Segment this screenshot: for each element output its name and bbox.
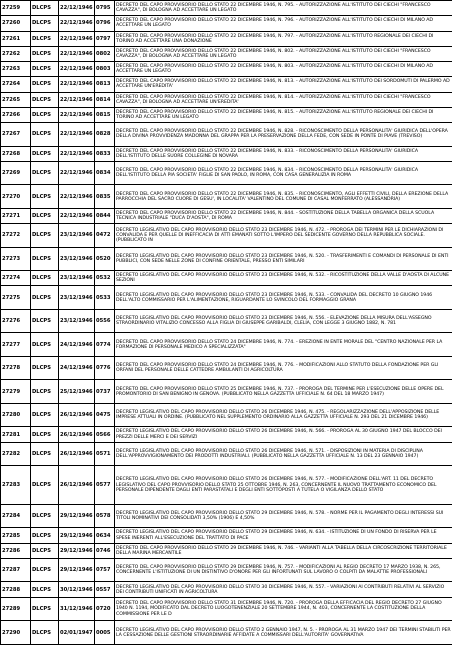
act-number-cell: 0634 <box>95 528 115 543</box>
table-row <box>1 271 452 286</box>
act-date-cell: 29/12/1946 <box>59 504 95 528</box>
act-type-cell: DLCPS <box>31 107 59 122</box>
act-number-cell: 0532 <box>95 271 115 286</box>
record-number-cell: 27267 <box>1 123 31 147</box>
act-date-cell: 22/12/1946 <box>59 31 95 46</box>
act-date-cell: 22/12/1946 <box>59 1 95 16</box>
table-row <box>1 466 452 505</box>
act-title-cell: DECRETO LEGISLATIVO DEL CAPO PROVVISORIO DELLO STATO 23 DICEMBRE 1946, N. 532. - RICOSTITUZIONE DELLA VALLE D'AOSTA DI ALCUNE SEZIONI <box>115 271 452 286</box>
table-row <box>1 427 452 442</box>
record-number-cell: 27275 <box>1 286 31 310</box>
act-date-cell: 02/01/1947 <box>59 621 95 645</box>
act-number-cell: 0005 <box>95 621 115 645</box>
act-number-cell: 0834 <box>95 161 115 185</box>
act-type-cell: DLCPS <box>31 208 59 223</box>
table-row <box>1 380 452 404</box>
act-title-cell: DECRETO LEGISLATIVO DEL CAPO PROVVISORIO DELLO STATO 23 DICEMBRE 1946, N. 472. - PROROGA DEI TERMINI PER LE DICHIARAZIONI DI CONVALIDA E PER QUELLE DI INEFFICACIA DI ATTI EMANATI SOTTO L'IMPERO DEL SEDICENTE GOVERNO DELLA REPUBBLICA SOCIALE. (PUBBLICATO IN <box>115 224 452 248</box>
act-number-cell: 0566 <box>95 427 115 442</box>
act-type-cell: DLCPS <box>31 286 59 310</box>
act-date-cell: 22/12/1946 <box>59 77 95 92</box>
table-row <box>1 146 452 161</box>
act-number-cell: 0795 <box>95 1 115 16</box>
table-row <box>1 558 452 582</box>
act-date-cell: 31/12/1946 <box>59 597 95 621</box>
record-number-cell: 27290 <box>1 621 31 645</box>
record-number-cell: 27270 <box>1 185 31 209</box>
table-row <box>1 46 452 61</box>
act-number-cell: 0533 <box>95 286 115 310</box>
act-type-cell: DLCPS <box>31 271 59 286</box>
act-title-cell: DECRETO DEL CAPO PROVVISORIO DELLO STATO 24 DICEMBRE 1946, N. 776. - MODIFICAZIONI ALLO STATUTO DELLA FONDAZIONE PER GLI ORFANI DEL PERSONALE DELLE CATTEDRE AMBULANTI DI AGRICOLTURA <box>115 356 452 380</box>
act-number-cell: 0815 <box>95 107 115 122</box>
act-title-cell: DECRETO LEGISLATIVO DEL CAPO PROVVISORIO DELLO STATO 26 DICEMBRE 1946, N. 475. - REGOLARIZZAZIONE DELL'APPOSIZIONE DELLE IMPRESE ATTUALI IN ORDINE. (PUBBLICATO NEL SUPPLEMENTO ORDINARIO ALLA GAZZETTA UFFICIALE N. 293 DEL 21 DICEMBRE 1946) <box>115 403 452 427</box>
act-type-cell: DLCPS <box>31 528 59 543</box>
act-number-cell: 0776 <box>95 356 115 380</box>
act-title-cell: DECRETO LEGISLATIVO DEL CAPO PROVVISORIO DELLO STATO 29 DICEMBRE 1946, N. 634. - ISTITUZIONE DI UN FONDO DI RISERVA PER LE SPESE INERENTI ALL'ESECUZIONE DEL TRATTATO DI PACE <box>115 528 452 543</box>
act-title-cell: DECRETO DEL CAPO PROVVISORIO DELLO STATO 22 DICEMBRE 1946, N. 844. - SOSTITUZIONE DELLA TABELLA ORGANICA DELLA SCUOLA TECNICA INDUSTRIALE "DUCA D'AOSTA", DI ROMA <box>115 208 452 223</box>
act-number-cell: 0774 <box>95 333 115 357</box>
act-date-cell: 23/12/1946 <box>59 309 95 333</box>
act-title-cell: DECRETO LEGISLATIVO DEL CAPO PROVVISORIO DELLO STATO 26 DICEMBRE 1946, N. 566. - PROROGA AL 30 GIUGNO 1947 DEL BLOCCO DEI PREZZI DELLE MERCI E DEI SERVIZI <box>115 427 452 442</box>
act-number-cell: 0556 <box>95 309 115 333</box>
act-type-cell: DLCPS <box>31 621 59 645</box>
record-number-cell: 27287 <box>1 558 31 582</box>
act-date-cell: 23/12/1946 <box>59 286 95 310</box>
act-type-cell: DLCPS <box>31 77 59 92</box>
act-title-cell: DECRETO LEGISLATIVO DEL CAPO PROVVISORIO DELLO STATO 23 DICEMBRE 1946, N. 556. - ELEVAZIONE DELLA MISURA DELL'ASSEGNO STRAORDINARIO VITALIZIO CONCESSO ALLA FIGLIA DI GIUSEPPE GARIBALDI, CLELIA, CON LEGGE 3 GIUGNO 1882, N. 781 <box>115 309 452 333</box>
table-row <box>1 543 452 558</box>
act-number-cell: 0833 <box>95 146 115 161</box>
table-row <box>1 247 452 271</box>
act-type-cell: DLCPS <box>31 309 59 333</box>
table-row <box>1 77 452 92</box>
act-title-cell: DECRETO LEGISLATIVO DEL CAPO PROVVISORIO DELLO STATO 26 DICEMBRE 1946, N. 577. - MODIFICAZIONE DELL'ART. 11 DEL DECRETO LEGISLATIVO DEL CAPO PROVVISORIO DELLO STATO 25 OTTOBRE 1946, N. 263, CONCERNENTE IL NUOVO TRATTAMENTO ECONOMICO DEL PERSONALE DIPENDENTE DAGLI ENTI PARASTATALI E DEGLI ENTI SOTTOPOSTI A TUTELA O VIGILANZA DELLO STATO <box>115 466 452 505</box>
record-number-cell: 27272 <box>1 224 31 248</box>
act-date-cell: 22/12/1946 <box>59 92 95 107</box>
act-type-cell: DLCPS <box>31 558 59 582</box>
act-date-cell: 30/12/1946 <box>59 582 95 597</box>
record-number-cell: 27269 <box>1 161 31 185</box>
act-type-cell: DLCPS <box>31 380 59 404</box>
table-row <box>1 1 452 16</box>
act-title-cell: DECRETO LEGISLATIVO DEL CAPO PROVVISORIO DELLO STATO 29 DICEMBRE 1946, N. 578. - NORME PER IL PAGAMENTO DEGLI INTERESSI SUI TITOLI NOMINATIVI DEI CONSOLIDATI 3,50% (1906) E 4,50% <box>115 504 452 528</box>
act-type-cell: DLCPS <box>31 504 59 528</box>
act-number-cell: 0796 <box>95 16 115 31</box>
act-type-cell: DLCPS <box>31 161 59 185</box>
record-number-cell: 27277 <box>1 333 31 357</box>
record-number-cell: 27261 <box>1 31 31 46</box>
act-date-cell: 26/12/1946 <box>59 427 95 442</box>
act-type-cell: DLCPS <box>31 46 59 61</box>
act-title-cell: DECRETO LEGISLATIVO DEL CAPO PROVVISORIO DELLO STATO 23 DICEMBRE 1946, N. 520. - TRASFERIMENTI E COMANDI DI PERSONALE DI ENTI PUBBLICI, CON SEDE NELLE ZONE DI CONFINE ORIENTALE, PRESSO ENTI SIMILARI <box>115 247 452 271</box>
table-row <box>1 185 452 209</box>
act-title-cell: DECRETO DEL CAPO PROVVISORIO DELLO STATO 22 DICEMBRE 1946, N. 833. - RICONOSCIMENTO DELLA PERSONALITA' GIURIDICA DELL'ISTITUTO DELLE SUORE COLLEGINE DI NOVARA <box>115 146 452 161</box>
act-title-cell: DECRETO DEL CAPO PROVVISORIO DELLO STATO 22 DICEMBRE 1946, N. 803. - AUTORIZZAZIONE ALL'ISTITUTO DEI CIECHI DI MILANO AD ACCETTARE UN LEGATO <box>115 62 452 77</box>
act-number-cell: 0802 <box>95 46 115 61</box>
act-title-cell: DECRETO DEL CAPO PROVVISORIO DELLO STATO 22 DICEMBRE 1946, N. 796. - AUTORIZZAZIONE ALL'ISTITUTO DEI CIECHI DI MILANO AD ACCETTARE UN LEGATO <box>115 16 452 31</box>
record-number-cell: 27263 <box>1 62 31 77</box>
act-date-cell: 29/12/1946 <box>59 558 95 582</box>
table-row <box>1 31 452 46</box>
table-row <box>1 16 452 31</box>
act-number-cell: 0577 <box>95 466 115 505</box>
table-row <box>1 123 452 147</box>
record-number-cell: 27266 <box>1 107 31 122</box>
table-row <box>1 442 452 466</box>
act-type-cell: DLCPS <box>31 247 59 271</box>
act-type-cell: DLCPS <box>31 403 59 427</box>
table-row <box>1 62 452 77</box>
table-row <box>1 333 452 357</box>
record-number-cell: 27262 <box>1 46 31 61</box>
act-number-cell: 0557 <box>95 582 115 597</box>
act-type-cell: DLCPS <box>31 442 59 466</box>
table-row <box>1 286 452 310</box>
act-type-cell: DLCPS <box>31 31 59 46</box>
act-date-cell: 25/12/1946 <box>59 380 95 404</box>
record-number-cell: 27283 <box>1 466 31 505</box>
record-number-cell: 27274 <box>1 271 31 286</box>
record-number-cell: 27273 <box>1 247 31 271</box>
act-date-cell: 22/12/1946 <box>59 62 95 77</box>
table-row <box>1 403 452 427</box>
act-date-cell: 22/12/1946 <box>59 161 95 185</box>
act-title-cell: DECRETO DEL CAPO PROVVISORIO DELLO STATO 22 DICEMBRE 1946, N. 815. - AUTORIZZAZIONE ALL'ISTITUTO REGIONALE DEI CIECHI DI TORINO AD ACCETTARE UN LEGATO <box>115 107 452 122</box>
record-number-cell: 27282 <box>1 442 31 466</box>
act-date-cell: 29/12/1946 <box>59 543 95 558</box>
act-number-cell: 0720 <box>95 597 115 621</box>
act-type-cell: DLCPS <box>31 1 59 16</box>
table-row <box>1 597 452 621</box>
act-number-cell: 0475 <box>95 403 115 427</box>
record-number-cell: 27259 <box>1 1 31 16</box>
record-number-cell: 27285 <box>1 528 31 543</box>
act-type-cell: DLCPS <box>31 543 59 558</box>
act-date-cell: 29/12/1946 <box>59 528 95 543</box>
act-number-cell: 0520 <box>95 247 115 271</box>
act-title-cell: DECRETO DEL CAPO PROVVISORIO DELLO STATO 22 DICEMBRE 1946, N. 828. - RICONOSCIMENTO DELLA PERSONALITA' GIURIDICA DELL'OPERA DELLA DIVINA PROVVIDENZA MADONNA DEL GRAPPA PER LA PRESERVAZIONE DELLA FEDE, CON SEDE IN PONTE DI PIAVE (TREVISO) <box>115 123 452 147</box>
table-row <box>1 528 452 543</box>
act-title-cell: DECRETO DEL CAPO PROVVISORIO DELLO STATO 22 DICEMBRE 1946, N. 814. - AUTORIZZAZIONE ALL'ISTITUTO DEI CIECHI "FRANCESCO CAVAZZA", DI BOLOGNA AD ACCETTARE UN'EREDITA' <box>115 92 452 107</box>
act-date-cell: 26/12/1946 <box>59 466 95 505</box>
act-title-cell: DECRETO DEL CAPO PROVVISORIO DELLO STATO 22 DICEMBRE 1946, N. 802. - AUTORIZZAZIONE ALL'ISTITUTO DEI CIECHI "FRANCESCO CAVAZZA", DI BOLOGNA AD ACCETTARE UN LEGATO <box>115 46 452 61</box>
act-date-cell: 22/12/1946 <box>59 185 95 209</box>
act-date-cell: 22/12/1946 <box>59 46 95 61</box>
act-number-cell: 0472 <box>95 224 115 248</box>
act-date-cell: 23/12/1946 <box>59 271 95 286</box>
act-type-cell: DLCPS <box>31 597 59 621</box>
table-row <box>1 582 452 597</box>
record-number-cell: 27278 <box>1 356 31 380</box>
act-title-cell: DECRETO DEL CAPO PROVVISORIO DELLO STATO 22 DICEMBRE 1946, N. 813. - AUTORIZZAZIONE ALL'ISTITUTO DEI SORDOMUTI DI PALERMO AD ACCETTARE UN'EREDITA' <box>115 77 452 92</box>
record-number-cell: 27284 <box>1 504 31 528</box>
act-date-cell: 23/12/1946 <box>59 247 95 271</box>
act-type-cell: DLCPS <box>31 92 59 107</box>
act-date-cell: 22/12/1946 <box>59 107 95 122</box>
act-date-cell: 22/12/1946 <box>59 208 95 223</box>
record-number-cell: 27286 <box>1 543 31 558</box>
act-title-cell: DECRETO DEL CAPO PROVVISORIO DELLO STATO 31 DICEMBRE 1946, N. 720. - PROROGA DELLA EFFICACIA DEL REGIO DECRETO 27 GIUGNO 1940 N. 1194, MODIFICATO DAL DECRETO LUOGOTENENZIALE 20 SETTEMBRE 1944, N. 403, CONCERNENTE LA COSTITUZIONE DELLA COMMISSIONE PER LE D <box>115 597 452 621</box>
act-date-cell: 26/12/1946 <box>59 442 95 466</box>
act-type-cell: DLCPS <box>31 123 59 147</box>
table-body <box>1 1 452 645</box>
record-number-cell: 27281 <box>1 427 31 442</box>
record-number-cell: 27271 <box>1 208 31 223</box>
act-title-cell: DECRETO LEGISLATIVO DEL CAPO PROVVISORIO DELLO STATO 2 GENNAIO 1947, N. 5. - PROROGA AL 31 MARZO 1947 DEI TERMINI STABILITI PER LA CESSAZIONE DELLE GESTIONI STRAORDINARIE AFFIDATE A COMMISSARI DELL'AUTORITA' GOVERNATIVA <box>115 621 452 645</box>
act-date-cell: 22/12/1946 <box>59 123 95 147</box>
act-title-cell: DECRETO DEL CAPO PROVVISORIO DELLO STATO 22 DICEMBRE 1946, N. 797. - AUTORIZZAZIONE ALL'ISTITUTO REGIONALE DEI CIECHI DI TORINO AD ACCETTARE UNA DONAZIONE <box>115 31 452 46</box>
act-title-cell: DECRETO LEGISLATIVO DEL CAPO PROVVISORIO DELLO STATO 26 DICEMBRE 1946, N. 571. - DISPOSIZIONI IN MATERIA DI DISCIPLINA DELL'APPROVVIGIONAMENTO DEI PRODOTTI INDUSTRIALI. (PUBBLICATO NELLA GAZZETTA UFFICIALE N. 13 DEL 23 GENNAIO 1947) <box>115 442 452 466</box>
act-number-cell: 0746 <box>95 543 115 558</box>
table-row <box>1 309 452 333</box>
act-type-cell: DLCPS <box>31 16 59 31</box>
act-title-cell: DECRETO LEGISLATIVO DEL CAPO PROVVISORIO DELLO STATO 23 DICEMBRE 1946, N. 533. - CONVALIDA DEL DECRETO 10 GIUGNO 1946 DELL'ALTO COMMISSARIO PER L'ALIMENTAZIONE, RIGUARDANTE LO SVINCOLO DEL FORMAGGIO GRANA <box>115 286 452 310</box>
act-number-cell: 0813 <box>95 77 115 92</box>
act-date-cell: 24/12/1946 <box>59 333 95 357</box>
act-type-cell: DLCPS <box>31 333 59 357</box>
act-date-cell: 23/12/1946 <box>59 224 95 248</box>
act-date-cell: 22/12/1946 <box>59 146 95 161</box>
act-number-cell: 0737 <box>95 380 115 404</box>
table-row <box>1 224 452 248</box>
act-date-cell: 26/12/1946 <box>59 403 95 427</box>
record-number-cell: 27279 <box>1 380 31 404</box>
record-number-cell: 27265 <box>1 92 31 107</box>
table-row <box>1 504 452 528</box>
table-row <box>1 356 452 380</box>
table-row <box>1 208 452 223</box>
record-number-cell: 27280 <box>1 403 31 427</box>
record-number-cell: 27276 <box>1 309 31 333</box>
act-title-cell: DECRETO DEL CAPO PROVVISORIO DELLO STATO 24 DICEMBRE 1946, N. 774. - EREZIONE IN ENTE MORALE DEL "CENTRO NAZIONALE PER LA FORMAZIONE DI PERSONALE MEDICO A SPECIALIZZATA" <box>115 333 452 357</box>
record-number-cell: 27260 <box>1 16 31 31</box>
act-type-cell: DLCPS <box>31 427 59 442</box>
act-title-cell: DECRETO LEGISLATIVO DEL CAPO PROVVISORIO DELLO STATO 30 DICEMBRE 1946, N. 557. - VARIAZIONI AI CONTRIBUTI RELATIVI AL SERVIZIO DEI CONTRIBUTI UNIFICATI IN AGRICOLTURA <box>115 582 452 597</box>
record-number-cell: 27288 <box>1 582 31 597</box>
record-number-cell: 27264 <box>1 77 31 92</box>
act-number-cell: 0797 <box>95 31 115 46</box>
record-number-cell: 27289 <box>1 597 31 621</box>
act-type-cell: DLCPS <box>31 356 59 380</box>
act-type-cell: DLCPS <box>31 466 59 505</box>
act-number-cell: 0814 <box>95 92 115 107</box>
act-number-cell: 0835 <box>95 185 115 209</box>
act-title-cell: DECRETO DEL CAPO PROVVISORIO DELLO STATO 29 DICEMBRE 1946, N. 746. - VARIANTI ALLA TABELLA DELLA CIRCOSCRIZIONE TERRITORIALE DELLA MARINA MERCANTILE <box>115 543 452 558</box>
act-type-cell: DLCPS <box>31 146 59 161</box>
act-number-cell: 0757 <box>95 558 115 582</box>
act-type-cell: DLCPS <box>31 224 59 248</box>
act-date-cell: 22/12/1946 <box>59 16 95 31</box>
table-row <box>1 92 452 107</box>
act-type-cell: DLCPS <box>31 582 59 597</box>
act-title-cell: DECRETO DEL CAPO PROVVISORIO DELLO STATO 25 DICEMBRE 1946, N. 737. - PROROGA DEL TERMINE PER L'ESECUZIONE DELLE OPERE DEL PROMONTORIO DI SAN BENIGNO IN GENOVA. (PUBBLICATO NELLA GAZZETTA UFFICIALE N. 64 DEL 18 MARZO 1947) <box>115 380 452 404</box>
table-row <box>1 161 452 185</box>
act-title-cell: DECRETO DEL CAPO PROVVISORIO DELLO STATO 22 DICEMBRE 1946, N. 795. - AUTORIZZAZIONE ALL'ISTITUTO DEI CIECHI "FRANCESCO CAVAZZA", DI BOLOGNA AD ACCETTARE UN LEGATO <box>115 1 452 16</box>
table-row <box>1 621 452 645</box>
act-type-cell: DLCPS <box>31 62 59 77</box>
act-number-cell: 0828 <box>95 123 115 147</box>
act-title-cell: DECRETO DEL CAPO PROVVISORIO DELLO STATO 29 DICEMBRE 1946, N. 757. - MODIFICAZIONI AL REGIO DECRETO 17 MARZO 1938, N. 265, CONCERNENTE L'ISTITUZIONE DI UN DISTINTIVO D'ONORE PER GLI INFORTUNATI SUL LAVORO O COLPITI DA MALATTIE PROFESSIONALI <box>115 558 452 582</box>
act-type-cell: DLCPS <box>31 185 59 209</box>
act-number-cell: 0578 <box>95 504 115 528</box>
act-number-cell: 0803 <box>95 62 115 77</box>
act-number-cell: 0571 <box>95 442 115 466</box>
act-number-cell: 0844 <box>95 208 115 223</box>
record-number-cell: 27268 <box>1 146 31 161</box>
act-title-cell: DECRETO DEL CAPO PROVVISORIO DELLO STATO 22 DICEMBRE 1946, N. 834. - RICONOSCIMENTO DELLA PERSONALITA' GIURIDICA DELL'ISTITUTO DELLA PIA SOCIETA' FIGLIE DI SAN PAOLO, IN ROMA, CON CASA GENERALIZIA IN ROMA <box>115 161 452 185</box>
act-date-cell: 24/12/1946 <box>59 356 95 380</box>
act-title-cell: DECRETO DEL CAPO PROVVISORIO DELLO STATO 22 DICEMBRE 1946, N. 835. - RICONOSCIMENTO, AGLI EFFETTI CIVILI, DELLA EREZIONE DELLA PARROCCHIA DEL SACRO CUORE DI GESU', IN LOCALITA' VALENTINO DEL COMUNE DI CASAL MONFERRATO (ALESSANDRIA) <box>115 185 452 209</box>
table-row <box>1 107 452 122</box>
